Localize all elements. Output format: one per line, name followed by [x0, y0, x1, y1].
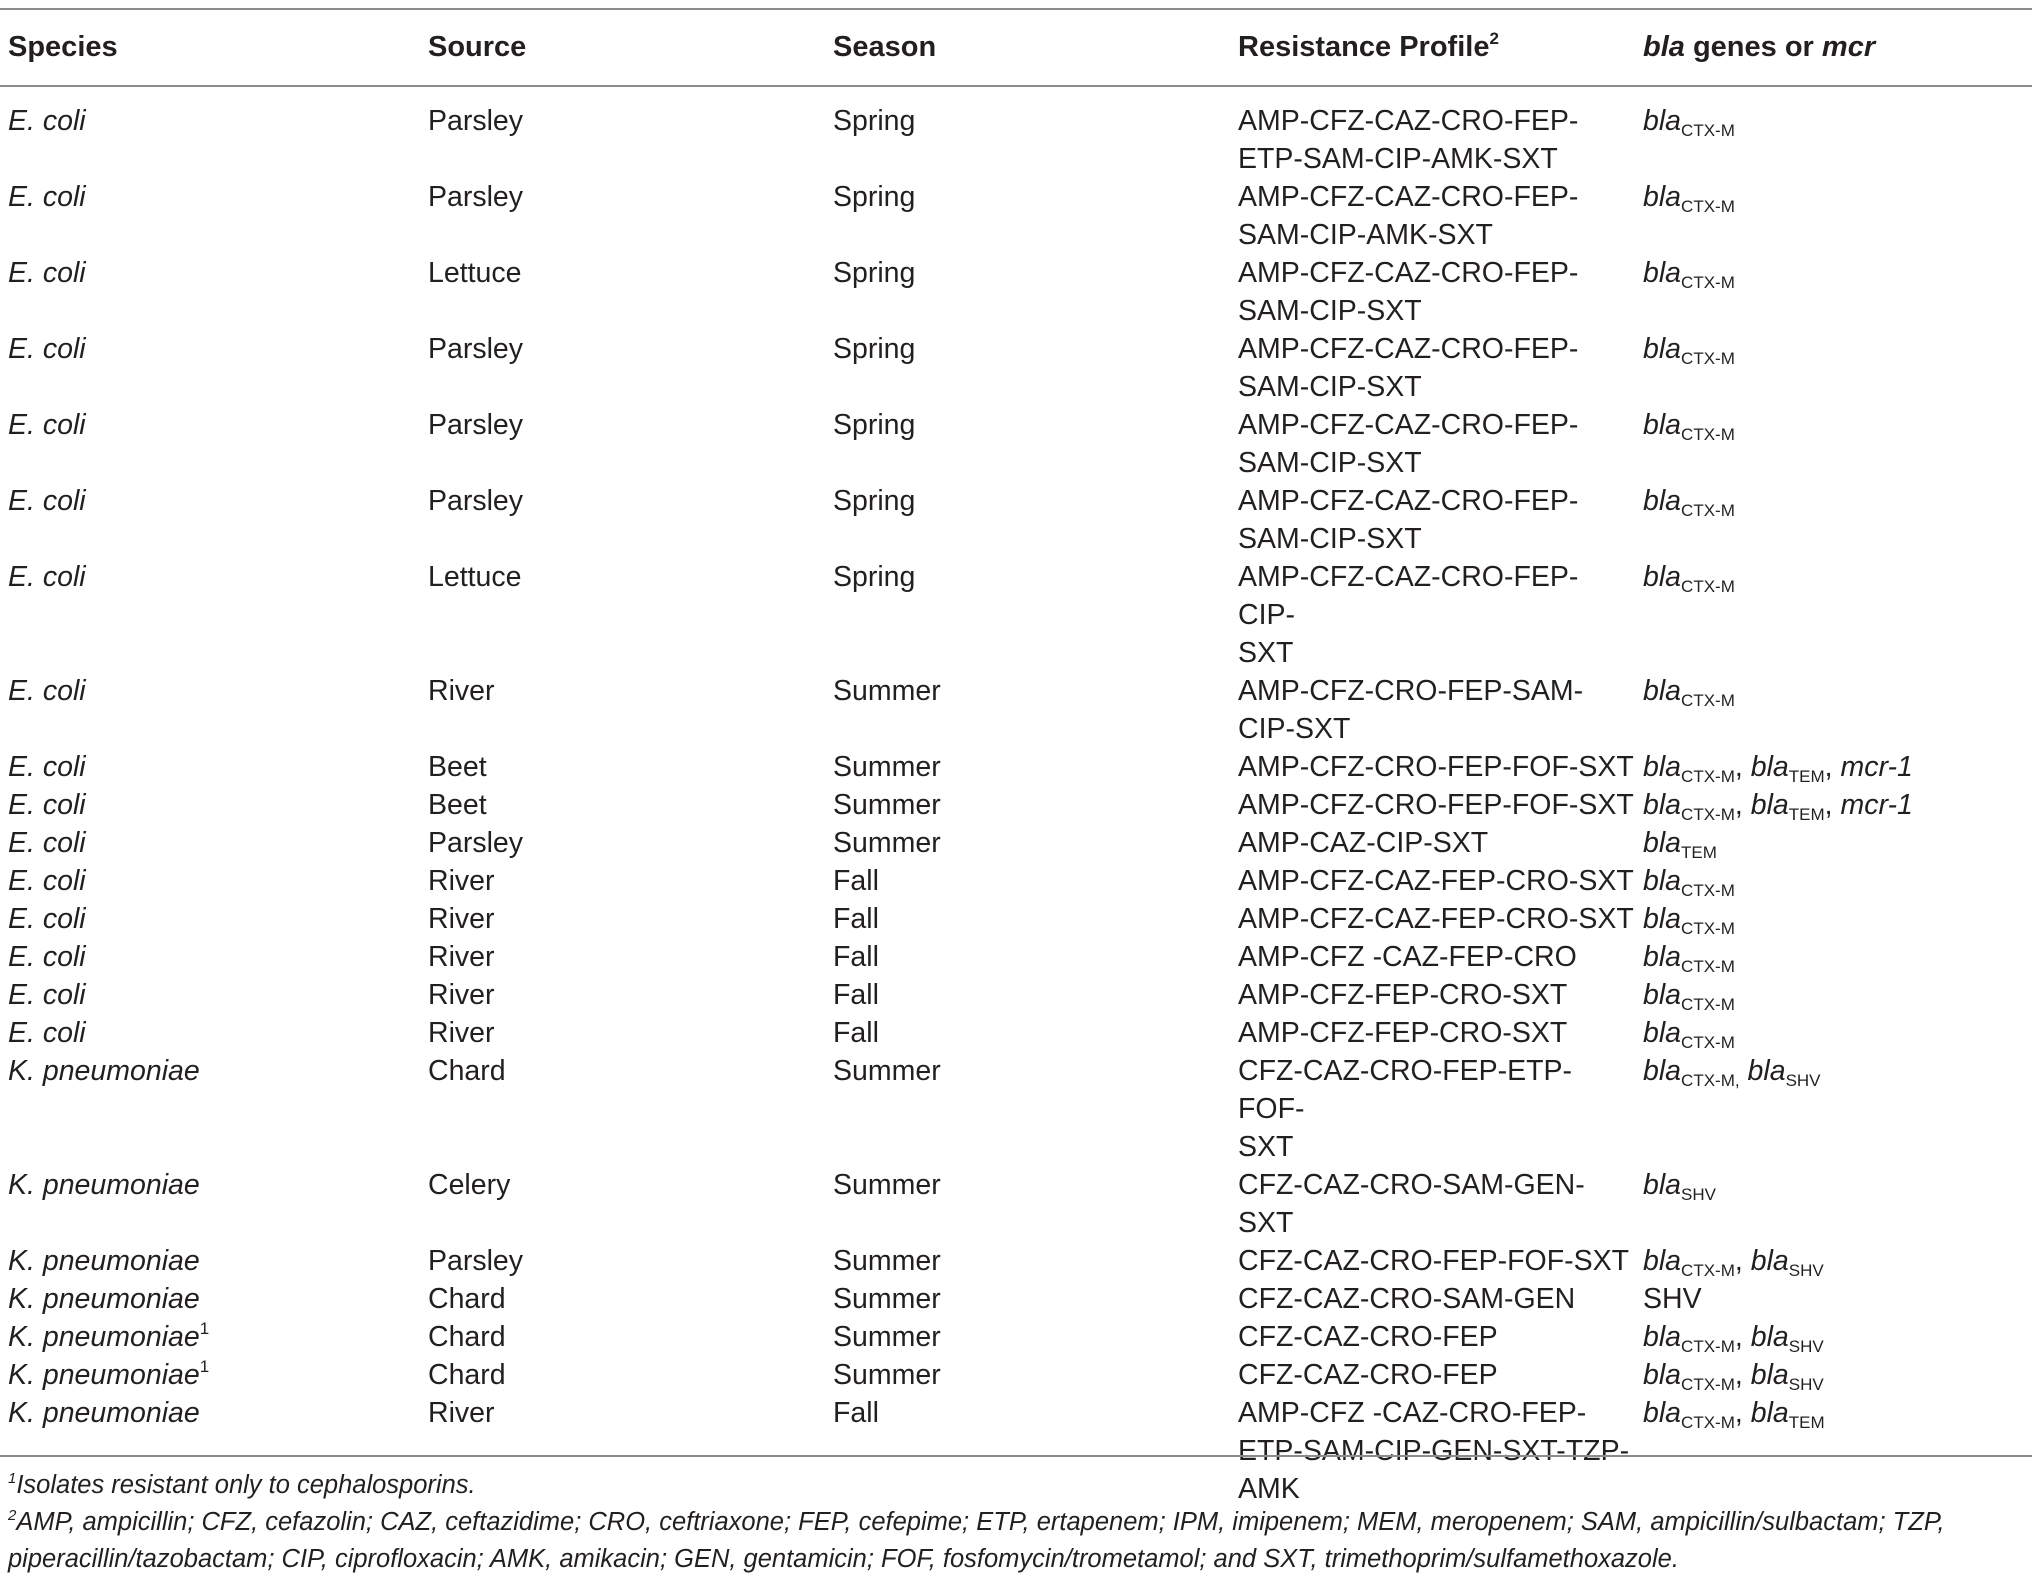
gene-separator: , — [1734, 751, 1751, 783]
species-footnote-mark: 1 — [199, 1357, 210, 1376]
gene-variant: CTX-M — [1681, 197, 1735, 216]
header-profile-text: Resistance Profile — [1238, 31, 1490, 63]
cell-species — [0, 330, 420, 406]
table-row — [0, 1014, 2032, 1052]
cell-species — [0, 976, 420, 1014]
cell-source: River — [428, 675, 495, 707]
profile-line: ETP-SAM-CIP-AMK-SXT — [1238, 143, 1558, 175]
profile-line: AMP-CFZ-CAZ-FEP-CRO-SXT — [1238, 865, 1634, 897]
header-resistance-profile — [1230, 9, 1635, 86]
profile-line: SXT — [1238, 1131, 1294, 1163]
cell-source: River — [428, 1017, 495, 1049]
gene-variant: CTX-M — [1681, 1375, 1735, 1394]
gene-name: bla — [1747, 1055, 1786, 1087]
profile-line: AMP-CFZ-CAZ-CRO-FEP- — [1238, 105, 1579, 137]
gene-variant: SHV — [1788, 1375, 1824, 1394]
cell-season: Summer — [833, 789, 941, 821]
footnote-1 — [8, 1467, 2023, 1504]
gene-separator: , — [1734, 789, 1751, 821]
profile-line: AMP-CFZ -CAZ-CRO-FEP- — [1238, 1397, 1587, 1429]
profile-line: AMK — [1238, 1473, 1300, 1505]
gene-variant: TEM — [1681, 843, 1717, 862]
cell-genes — [1635, 748, 2032, 786]
cell-season: Summer — [833, 1169, 941, 1201]
gene-name: bla — [1643, 1397, 1682, 1429]
footnote-2-text: AMP, ampicillin; CFZ, cefazolin; CAZ, ceftazidime; CRO, ceftriaxone; FEP, cefepime; ETP, ertapenem; IPM, imipenem; MEM, meropenem; SAM, ampicillin/sulbactam; TZP, piperacillin/tazobactam; CIP, ciprofloxacin; AMK, amikacin; GEN, gentamicin; FOF, fosfomycin/trometamol; and SXT, trimethoprim/sulfamethoxazole. — [8, 1508, 1945, 1573]
cell-season: Fall — [833, 1397, 879, 1429]
cell-genes — [1635, 976, 2032, 1014]
cell-source: Parsley — [428, 181, 524, 213]
gene-name: bla — [1643, 789, 1682, 821]
cell-resistance-profile — [1230, 1280, 1635, 1318]
cell-species — [0, 1280, 420, 1318]
cell-genes — [1635, 1318, 2032, 1356]
gene-variant: CTX-M — [1681, 121, 1735, 140]
cell-species — [0, 1318, 420, 1356]
profile-line: AMP-CFZ-CRO-FEP-FOF-SXT — [1238, 751, 1634, 783]
cell-genes — [1635, 330, 2032, 406]
header-row — [0, 9, 2032, 86]
species-name: E. coli — [8, 941, 86, 973]
profile-line: CFZ-CAZ-CRO-FEP — [1238, 1321, 1498, 1353]
cell-resistance-profile — [1230, 824, 1635, 862]
species-name: E. coli — [8, 257, 86, 289]
cell-genes — [1635, 1280, 2032, 1318]
cell-season: Summer — [833, 1359, 941, 1391]
profile-line: AMP-CFZ-CAZ-CRO-FEP- — [1238, 485, 1579, 517]
species-name: E. coli — [8, 485, 86, 517]
table-row — [0, 1242, 2032, 1280]
gene-name: bla — [1643, 257, 1682, 289]
profile-line: CFZ-CAZ-CRO-FEP — [1238, 1359, 1498, 1391]
cell-source: River — [428, 903, 495, 935]
cell-resistance-profile — [1230, 86, 1635, 178]
profile-line: AMP-CFZ-CRO-FEP-SAM- — [1238, 675, 1584, 707]
species-name: E. coli — [8, 751, 86, 783]
gene-variant: TEM — [1788, 767, 1825, 786]
cell-genes — [1635, 1166, 2032, 1242]
cell-source: Beet — [428, 789, 487, 821]
gene-name: bla — [1643, 1017, 1682, 1049]
species-name: E. coli — [8, 333, 86, 365]
gene-variant: CTX-M — [1681, 767, 1735, 786]
cell-genes — [1635, 1014, 2032, 1052]
gene-variant: CTX-M — [1681, 919, 1735, 938]
cell-species — [0, 900, 420, 938]
cell-resistance-profile — [1230, 178, 1635, 254]
cell-resistance-profile — [1230, 748, 1635, 786]
cell-genes — [1635, 1052, 2032, 1166]
cell-resistance-profile — [1230, 938, 1635, 976]
cell-genes — [1635, 862, 2032, 900]
table-body — [0, 86, 2032, 1522]
cell-source: Parsley — [428, 333, 524, 365]
cell-resistance-profile — [1230, 1166, 1635, 1242]
table-row — [0, 976, 2032, 1014]
species-name: E. coli — [8, 561, 86, 593]
profile-line: AMP-CFZ-CAZ-CRO-FEP- — [1238, 333, 1579, 365]
profile-line: SAM-CIP-AMK-SXT — [1238, 219, 1493, 251]
cell-season: Summer — [833, 1321, 941, 1353]
table-row — [0, 1318, 2032, 1356]
cell-season: Summer — [833, 1283, 941, 1315]
gene-variant: CTX-M — [1681, 349, 1735, 368]
gene-separator: , — [1734, 1397, 1751, 1429]
table-row — [0, 900, 2032, 938]
cell-resistance-profile — [1230, 862, 1635, 900]
cell-source: Lettuce — [428, 561, 522, 593]
profile-line: ETP-SAM-CIP-GEN-SXT-TZP- — [1238, 1435, 1630, 1467]
profile-line: AMP-CFZ-FEP-CRO-SXT — [1238, 1017, 1568, 1049]
cell-source: Chard — [428, 1359, 506, 1391]
species-name: E. coli — [8, 789, 86, 821]
gene-separator: , — [1734, 1245, 1751, 1277]
gene-separator: , — [1734, 1321, 1751, 1353]
cell-source: Lettuce — [428, 257, 522, 289]
cell-source: River — [428, 865, 495, 897]
gene-variant: CTX-M — [1681, 1337, 1735, 1356]
cell-resistance-profile — [1230, 1052, 1635, 1166]
cell-season: Fall — [833, 1017, 879, 1049]
table-row — [0, 86, 2032, 178]
cell-source: River — [428, 979, 495, 1011]
gene-variant: CTX-M — [1681, 1261, 1735, 1280]
gene-name: bla — [1643, 333, 1682, 365]
cell-resistance-profile — [1230, 558, 1635, 672]
gene-variant: CTX-M — [1681, 881, 1735, 900]
gene-name: bla — [1750, 751, 1789, 783]
profile-line: CIP-SXT — [1238, 713, 1351, 745]
profile-line: SXT — [1238, 1207, 1294, 1239]
footnote-1-mark: 1 — [8, 1470, 17, 1487]
gene-name: bla — [1643, 561, 1682, 593]
profile-line: SAM-CIP-SXT — [1238, 295, 1422, 327]
species-name: E. coli — [8, 903, 86, 935]
profile-line: AMP-CFZ-CAZ-FEP-CRO-SXT — [1238, 903, 1634, 935]
table-row — [0, 330, 2032, 406]
cell-source: Parsley — [428, 1245, 524, 1277]
species-name: E. coli — [8, 1017, 86, 1049]
cell-source: Chard — [428, 1321, 506, 1353]
profile-line: AMP-CFZ-CAZ-CRO-FEP- — [1238, 181, 1579, 213]
cell-season: Spring — [833, 257, 916, 289]
gene-name: bla — [1643, 485, 1682, 517]
cell-resistance-profile — [1230, 672, 1635, 748]
profile-line: CFZ-CAZ-CRO-SAM-GEN — [1238, 1283, 1576, 1315]
table-row — [0, 748, 2032, 786]
cell-genes — [1635, 938, 2032, 976]
cell-source: Parsley — [428, 105, 524, 137]
profile-line: AMP-CAZ-CIP-SXT — [1238, 827, 1489, 859]
gene-name: bla — [1643, 1321, 1682, 1353]
cell-genes — [1635, 406, 2032, 482]
gene-name: bla — [1643, 903, 1682, 935]
gene-variant: CTX-M — [1681, 805, 1735, 824]
cell-source: Parsley — [428, 409, 524, 441]
footnote-2 — [8, 1504, 2023, 1578]
gene-variant: CTX-M — [1681, 273, 1735, 292]
gene-variant: CTX-M — [1681, 995, 1735, 1014]
gene-name: bla — [1750, 1359, 1789, 1391]
species-name: K. pneumoniae — [8, 1359, 200, 1391]
gene-name: bla — [1643, 979, 1682, 1011]
table-row — [0, 1356, 2032, 1394]
table-row — [0, 254, 2032, 330]
header-genes-middle: genes or — [1684, 31, 1822, 63]
species-name: E. coli — [8, 865, 86, 897]
cell-species — [0, 482, 420, 558]
gene-name: bla — [1643, 941, 1682, 973]
cell-source: Beet — [428, 751, 487, 783]
gene-name: bla — [1750, 1321, 1789, 1353]
cell-resistance-profile — [1230, 786, 1635, 824]
gene-separator: , — [1824, 789, 1841, 821]
profile-line: AMP-CFZ-CAZ-CRO-FEP-CIP- — [1238, 561, 1579, 631]
gene-variant: CTX-M — [1681, 691, 1735, 710]
cell-species — [0, 672, 420, 748]
header-genes-mcr: mcr — [1821, 31, 1876, 63]
cell-season: Spring — [833, 333, 916, 365]
cell-genes — [1635, 900, 2032, 938]
gene-name: bla — [1643, 865, 1682, 897]
table-row — [0, 862, 2032, 900]
gene-name: bla — [1643, 1169, 1682, 1201]
gene-variant: CTX-M — [1681, 1033, 1735, 1052]
table-header — [0, 9, 2032, 86]
gene-name: mcr-1 — [1840, 789, 1913, 821]
cell-species — [0, 1242, 420, 1280]
cell-species — [0, 1014, 420, 1052]
gene-name: bla — [1750, 789, 1789, 821]
footnote-2-mark: 2 — [8, 1507, 17, 1524]
profile-line: SAM-CIP-SXT — [1238, 371, 1422, 403]
cell-species — [0, 178, 420, 254]
species-name: E. coli — [8, 409, 86, 441]
cell-resistance-profile — [1230, 330, 1635, 406]
cell-resistance-profile — [1230, 900, 1635, 938]
profile-line: AMP-CFZ-CAZ-CRO-FEP- — [1238, 257, 1579, 289]
cell-species — [0, 748, 420, 786]
species-name: K. pneumoniae — [8, 1245, 200, 1277]
table-row — [0, 938, 2032, 976]
gene-name: bla — [1643, 1055, 1682, 1087]
table-footnotes — [8, 1467, 2023, 1578]
table-row — [0, 1166, 2032, 1242]
cell-source: River — [428, 1397, 495, 1429]
footnote-1-text: Isolates resistant only to cephalosporins. — [16, 1471, 476, 1499]
gene-separator: , — [1734, 1359, 1751, 1391]
cell-season: Fall — [833, 865, 879, 897]
cell-species — [0, 786, 420, 824]
cell-resistance-profile — [1230, 406, 1635, 482]
profile-line: SAM-CIP-SXT — [1238, 447, 1422, 479]
cell-resistance-profile — [1230, 1318, 1635, 1356]
cell-genes — [1635, 86, 2032, 178]
cell-season: Spring — [833, 105, 916, 137]
gene-variant: SHV — [1788, 1261, 1824, 1280]
gene-name: bla — [1750, 1397, 1789, 1429]
profile-line: AMP-CFZ-CAZ-CRO-FEP- — [1238, 409, 1579, 441]
cell-genes — [1635, 558, 2032, 672]
cell-species — [0, 1356, 420, 1394]
header-genes — [1635, 9, 2032, 86]
cell-source: Parsley — [428, 485, 524, 517]
profile-line: CFZ-CAZ-CRO-FEP-ETP-FOF- — [1238, 1055, 1573, 1125]
cell-source: Celery — [428, 1169, 511, 1201]
cell-species — [0, 254, 420, 330]
gene-variant: CTX-M — [1681, 501, 1735, 520]
cell-season: Spring — [833, 409, 916, 441]
cell-genes — [1635, 1356, 2032, 1394]
cell-source: Parsley — [428, 827, 524, 859]
species-name: E. coli — [8, 105, 86, 137]
cell-season: Fall — [833, 979, 879, 1011]
profile-line: SXT — [1238, 637, 1294, 669]
species-name: K. pneumoniae — [8, 1169, 200, 1201]
species-name: E. coli — [8, 675, 86, 707]
species-name: K. pneumoniae — [8, 1321, 200, 1353]
gene-variant: CTX-M — [1681, 425, 1735, 444]
profile-line: AMP-CFZ-CRO-FEP-FOF-SXT — [1238, 789, 1634, 821]
header-source: Source — [428, 31, 527, 63]
species-name: E. coli — [8, 979, 86, 1011]
table-row — [0, 672, 2032, 748]
cell-genes — [1635, 786, 2032, 824]
gene-name: bla — [1643, 181, 1682, 213]
table-row — [0, 406, 2032, 482]
cell-season: Summer — [833, 675, 941, 707]
header-genes-bla: bla — [1643, 31, 1685, 63]
cell-species — [0, 1166, 420, 1242]
cell-resistance-profile — [1230, 1014, 1635, 1052]
table-row — [0, 786, 2032, 824]
gene-variant: SHV — [1788, 1337, 1824, 1356]
gene-variant: TEM — [1788, 805, 1825, 824]
cell-season: Summer — [833, 827, 941, 859]
cell-genes — [1635, 672, 2032, 748]
gene-name: bla — [1643, 827, 1682, 859]
cell-species — [0, 862, 420, 900]
gene-variant: CTX-M — [1681, 1413, 1735, 1432]
species-name: E. coli — [8, 181, 86, 213]
profile-line: CFZ-CAZ-CRO-FEP-FOF-SXT — [1238, 1245, 1630, 1277]
cell-source: Chard — [428, 1283, 506, 1315]
header-species: Species — [8, 31, 118, 63]
species-name: K. pneumoniae — [8, 1283, 200, 1315]
cell-season: Spring — [833, 485, 916, 517]
cell-season: Fall — [833, 941, 879, 973]
profile-line: CFZ-CAZ-CRO-SAM-GEN- — [1238, 1169, 1585, 1201]
gene-name: bla — [1643, 1245, 1682, 1277]
table-row — [0, 1052, 2032, 1166]
cell-resistance-profile — [1230, 482, 1635, 558]
profile-line: AMP-CFZ-FEP-CRO-SXT — [1238, 979, 1568, 1011]
cell-genes — [1635, 1242, 2032, 1280]
profile-line: SAM-CIP-SXT — [1238, 523, 1422, 555]
cell-species — [0, 1052, 420, 1166]
gene-variant: TEM — [1788, 1413, 1825, 1432]
cell-season: Summer — [833, 1245, 941, 1277]
cell-species — [0, 558, 420, 672]
gene-name: mcr-1 — [1840, 751, 1913, 783]
cell-species — [0, 938, 420, 976]
cell-genes — [1635, 254, 2032, 330]
cell-season: Summer — [833, 1055, 941, 1087]
cell-season: Fall — [833, 903, 879, 935]
gene-name: bla — [1643, 409, 1682, 441]
cell-genes — [1635, 178, 2032, 254]
gene-name: bla — [1643, 751, 1682, 783]
cell-source: Chard — [428, 1055, 506, 1087]
cell-species — [0, 824, 420, 862]
cell-genes — [1635, 824, 2032, 862]
species-footnote-mark: 1 — [199, 1319, 210, 1338]
gene-variant: CTX-M — [1681, 577, 1735, 596]
cell-source: River — [428, 941, 495, 973]
gene-plain: SHV — [1643, 1283, 1702, 1315]
resistance-table — [0, 8, 2032, 1522]
species-name: K. pneumoniae — [8, 1397, 200, 1429]
cell-species — [0, 86, 420, 178]
cell-resistance-profile — [1230, 1242, 1635, 1280]
table-bottom-rule — [0, 1455, 2032, 1457]
gene-variant: SHV — [1681, 1185, 1717, 1204]
gene-name: bla — [1750, 1245, 1789, 1277]
species-name: K. pneumoniae — [8, 1055, 200, 1087]
cell-resistance-profile — [1230, 976, 1635, 1014]
gene-variant: SHV — [1785, 1071, 1821, 1090]
gene-name: bla — [1643, 1359, 1682, 1391]
cell-resistance-profile — [1230, 254, 1635, 330]
cell-species — [0, 406, 420, 482]
cell-genes — [1635, 482, 2032, 558]
cell-season: Spring — [833, 181, 916, 213]
species-name: E. coli — [8, 827, 86, 859]
table-row — [0, 482, 2032, 558]
gene-separator: , — [1824, 751, 1841, 783]
gene-variant: CTX-M, — [1681, 1071, 1740, 1090]
gene-name: bla — [1643, 105, 1682, 137]
gene-separator — [1740, 1055, 1748, 1087]
cell-resistance-profile — [1230, 1356, 1635, 1394]
gene-name: bla — [1643, 675, 1682, 707]
header-profile-footnote-mark: 2 — [1489, 29, 1499, 48]
header-season: Season — [833, 31, 937, 63]
table-row — [0, 178, 2032, 254]
gene-variant: CTX-M — [1681, 957, 1735, 976]
table-row — [0, 1280, 2032, 1318]
profile-line: AMP-CFZ -CAZ-FEP-CRO — [1238, 941, 1577, 973]
table-row — [0, 558, 2032, 672]
cell-season: Summer — [833, 751, 941, 783]
cell-season: Spring — [833, 561, 916, 593]
table-row — [0, 824, 2032, 862]
